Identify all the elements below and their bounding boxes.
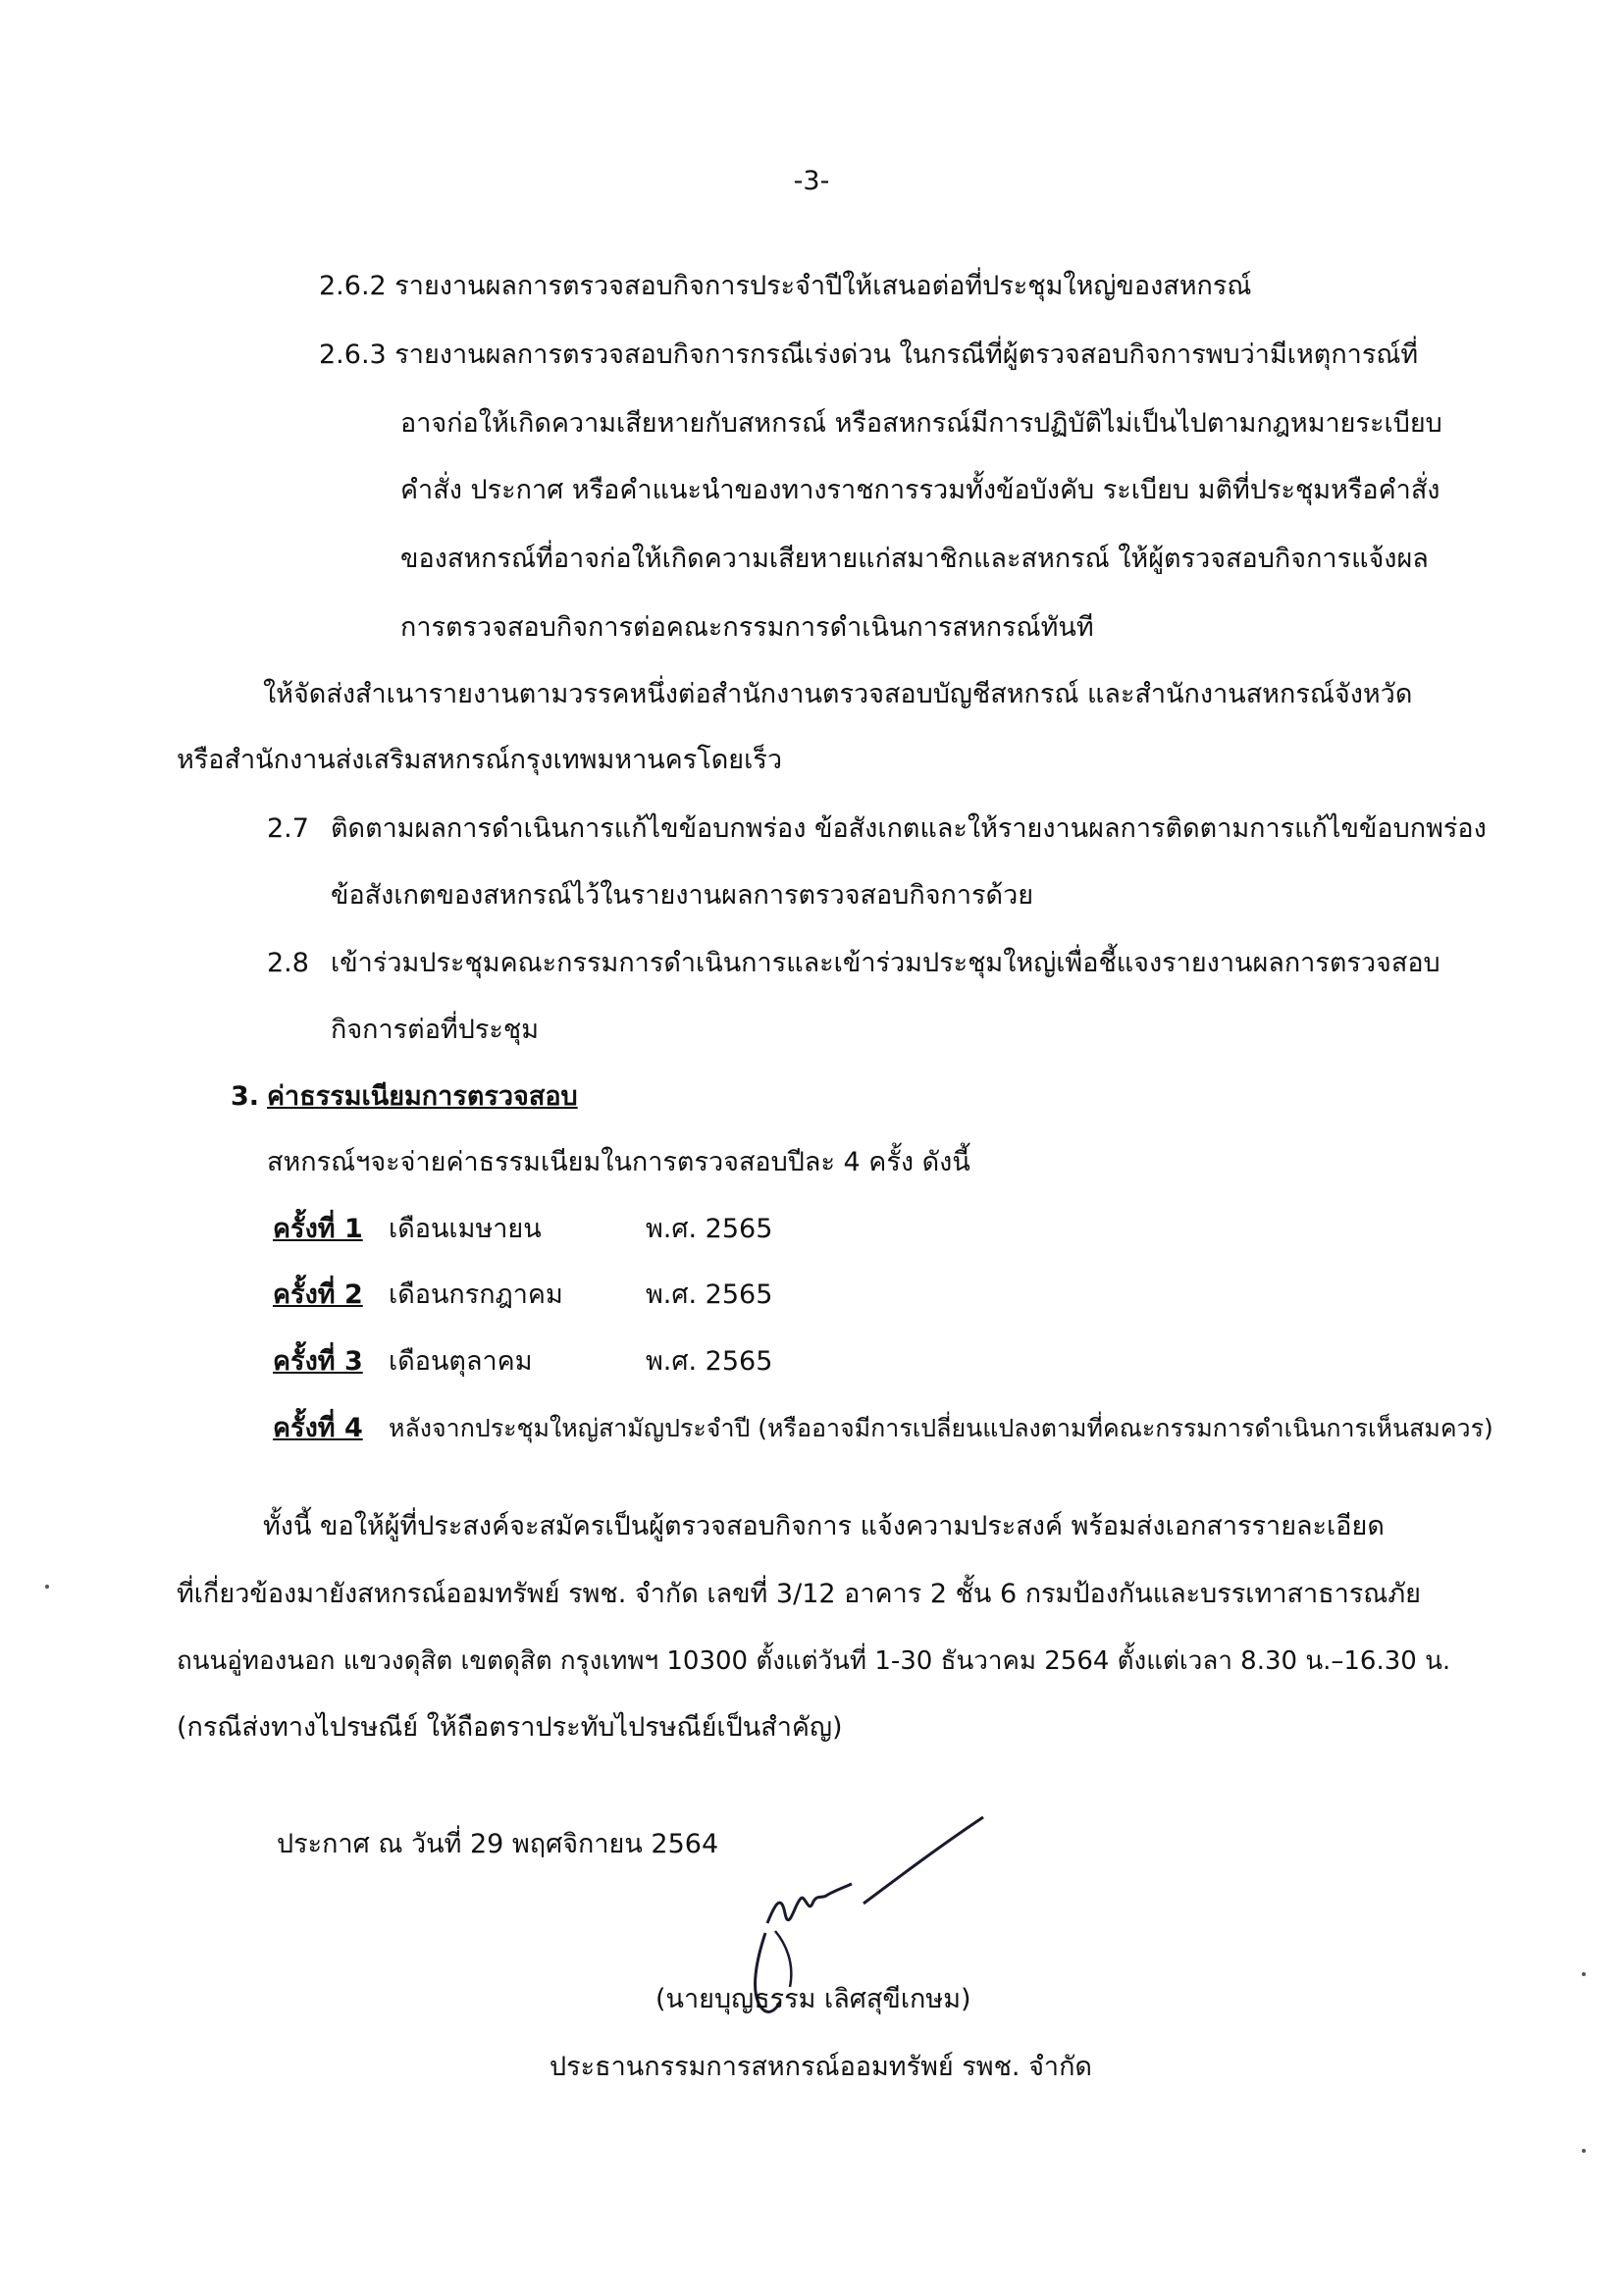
item-2-7-number: 2.7 [267, 813, 309, 844]
copy-paragraph-line-1: ให้จัดส่งสำเนารายงานตามวรรคหนึ่งต่อสำนักงานตรวจสอบบัญชีสหกรณ์ และสำนักงานสหกรณ์จังหวัด [263, 679, 1413, 709]
copy-paragraph-line-2: หรือสำนักงานส่งเสริมสหกรณ์กรุงเทพมหานครโดยเร็ว [177, 745, 782, 775]
signatory-position: ประธานกรรมการสหกรณ์ออมทรัพย์ รพช. จำกัด [550, 2052, 1092, 2082]
schedule-row-3 [273, 1342, 1548, 1382]
closing-line-2: ที่เกี่ยวข้องมายังสหกรณ์ออมทรัพย์ รพช. จำกัด เลขที่ 3/12 อาคาร 2 ชั้น 6 กรมป้องกันและบรรเทาสาธารณภัย [177, 1579, 1421, 1609]
schedule-month: เดือนตุลาคม [389, 1346, 533, 1377]
schedule-label: ครั้งที่ 3 [273, 1346, 363, 1377]
item-2-7-line-2: ข้อสังเกตของสหกรณ์ไว้ในรายงานผลการตรวจสอบกิจการด้วย [331, 880, 1034, 911]
item-2-6-3-line-4: ของสหกรณ์ที่อาจก่อให้เกิดความเสียหายแก่สมาชิกและสหกรณ์ ให้ผู้ตรวจสอบกิจการแจ้งผล [400, 544, 1429, 574]
item-2-7-line-1: ติดตามผลการดำเนินการแก้ไขข้อบกพร่อง ข้อสังเกตและให้รายงานผลการติดตามการแก้ไขข้อบกพร่อง [331, 813, 1487, 844]
page-number: -3- [793, 166, 830, 196]
schedule-label: ครั้งที่ 1 [273, 1214, 363, 1244]
schedule-label: ครั้งที่ 2 [273, 1279, 363, 1310]
item-2-6-3-line-2: อาจก่อให้เกิดความเสียหายกับสหกรณ์ หรือสหกรณ์มีการปฏิบัติไม่เป็นไปตามกฎหมายระเบียบ [400, 408, 1442, 439]
item-2-6-3-line-3: คำสั่ง ประกาศ หรือคำแนะนำของทางราชการรวมทั้งข้อบังคับ ระเบียบ มติที่ประชุมหรือคำสั่ง [400, 475, 1440, 505]
closing-line-3: ถนนอู่ทองนอก แขวงดุสิต เขตดุสิต กรุงเทพฯ 10300 ตั้งแต่วันที่ 1-30 ธันวาคม 2564 ตั้งแต่เวลา 8.30 น.–16.30 น. [177, 1646, 1451, 1676]
item-2-8-line-1: เข้าร่วมประชุมคณะกรรมการดำเนินการและเข้าร่วมประชุมใหญ่เพื่อชี้แจงรายงานผลการตรวจสอบ [331, 948, 1440, 978]
schedule-year: พ.ศ. 2565 [646, 1346, 773, 1377]
schedule-label: ครั้งที่ 4 [273, 1413, 363, 1443]
closing-line-1: ทั้งนี้ ขอให้ผู้ที่ประสงค์จะสมัครเป็นผู้ตรวจสอบกิจการ แจ้งความประสงค์ พร้อมส่งเอกสารรายละเอียด [263, 1511, 1385, 1541]
closing-line-4: (กรณีส่งทางไปรษณีย์ ให้ถือตราประทับไปรษณีย์เป็นสำคัญ) [177, 1712, 843, 1743]
schedule-month: เดือนเมษายน [389, 1214, 542, 1244]
item-2-8-number: 2.8 [267, 948, 309, 978]
section-3-intro: สหกรณ์ฯจะจ่ายค่าธรรมเนียมในการตรวจสอบปีละ 4 ครั้ง ดังนี้ [267, 1147, 970, 1177]
section-3-heading: ค่าธรรมเนียมการตรวจสอบ [267, 1081, 578, 1112]
schedule-month: เดือนกรกฎาคม [389, 1279, 563, 1310]
item-2-8-line-2: กิจการต่อที่ประชุม [331, 1015, 539, 1045]
scan-speck [1582, 2149, 1586, 2153]
schedule-row-1 [273, 1210, 1548, 1249]
announcement-date: ประกาศ ณ วันที่ 29 พฤศจิกายน 2564 [277, 1829, 719, 1859]
schedule-row-2 [273, 1276, 1548, 1315]
item-2-6-3-line-5: การตรวจสอบกิจการต่อคณะกรรมการดำเนินการสหกรณ์ทันที [400, 612, 1094, 643]
schedule-year: พ.ศ. 2565 [646, 1279, 773, 1310]
schedule-row-4 [273, 1409, 1548, 1448]
item-2-6-3-line-1: 2.6.3 รายงานผลการตรวจสอบกิจการกรณีเร่งด่วน ในกรณีที่ผู้ตรวจสอบกิจการพบว่ามีเหตุการณ์ที่ [319, 339, 1419, 370]
item-2-6-2: 2.6.2 รายงานผลการตรวจสอบกิจการประจำปีให้เสนอต่อที่ประชุมใหญ่ของสหกรณ์ [319, 271, 1252, 301]
scan-speck [1582, 1972, 1586, 1976]
signatory-name: (นายบุญธรรม เลิศสุขีเกษม) [655, 1984, 971, 2014]
scan-speck [45, 1585, 49, 1589]
schedule-detail: หลังจากประชุมใหญ่สามัญประจำปี (หรืออาจมีการเปลี่ยนแปลงตามที่คณะกรรมการดำเนินการเห็นสมควร) [389, 1414, 1493, 1442]
schedule-year: พ.ศ. 2565 [646, 1214, 773, 1244]
section-3-number: 3. [231, 1081, 260, 1112]
